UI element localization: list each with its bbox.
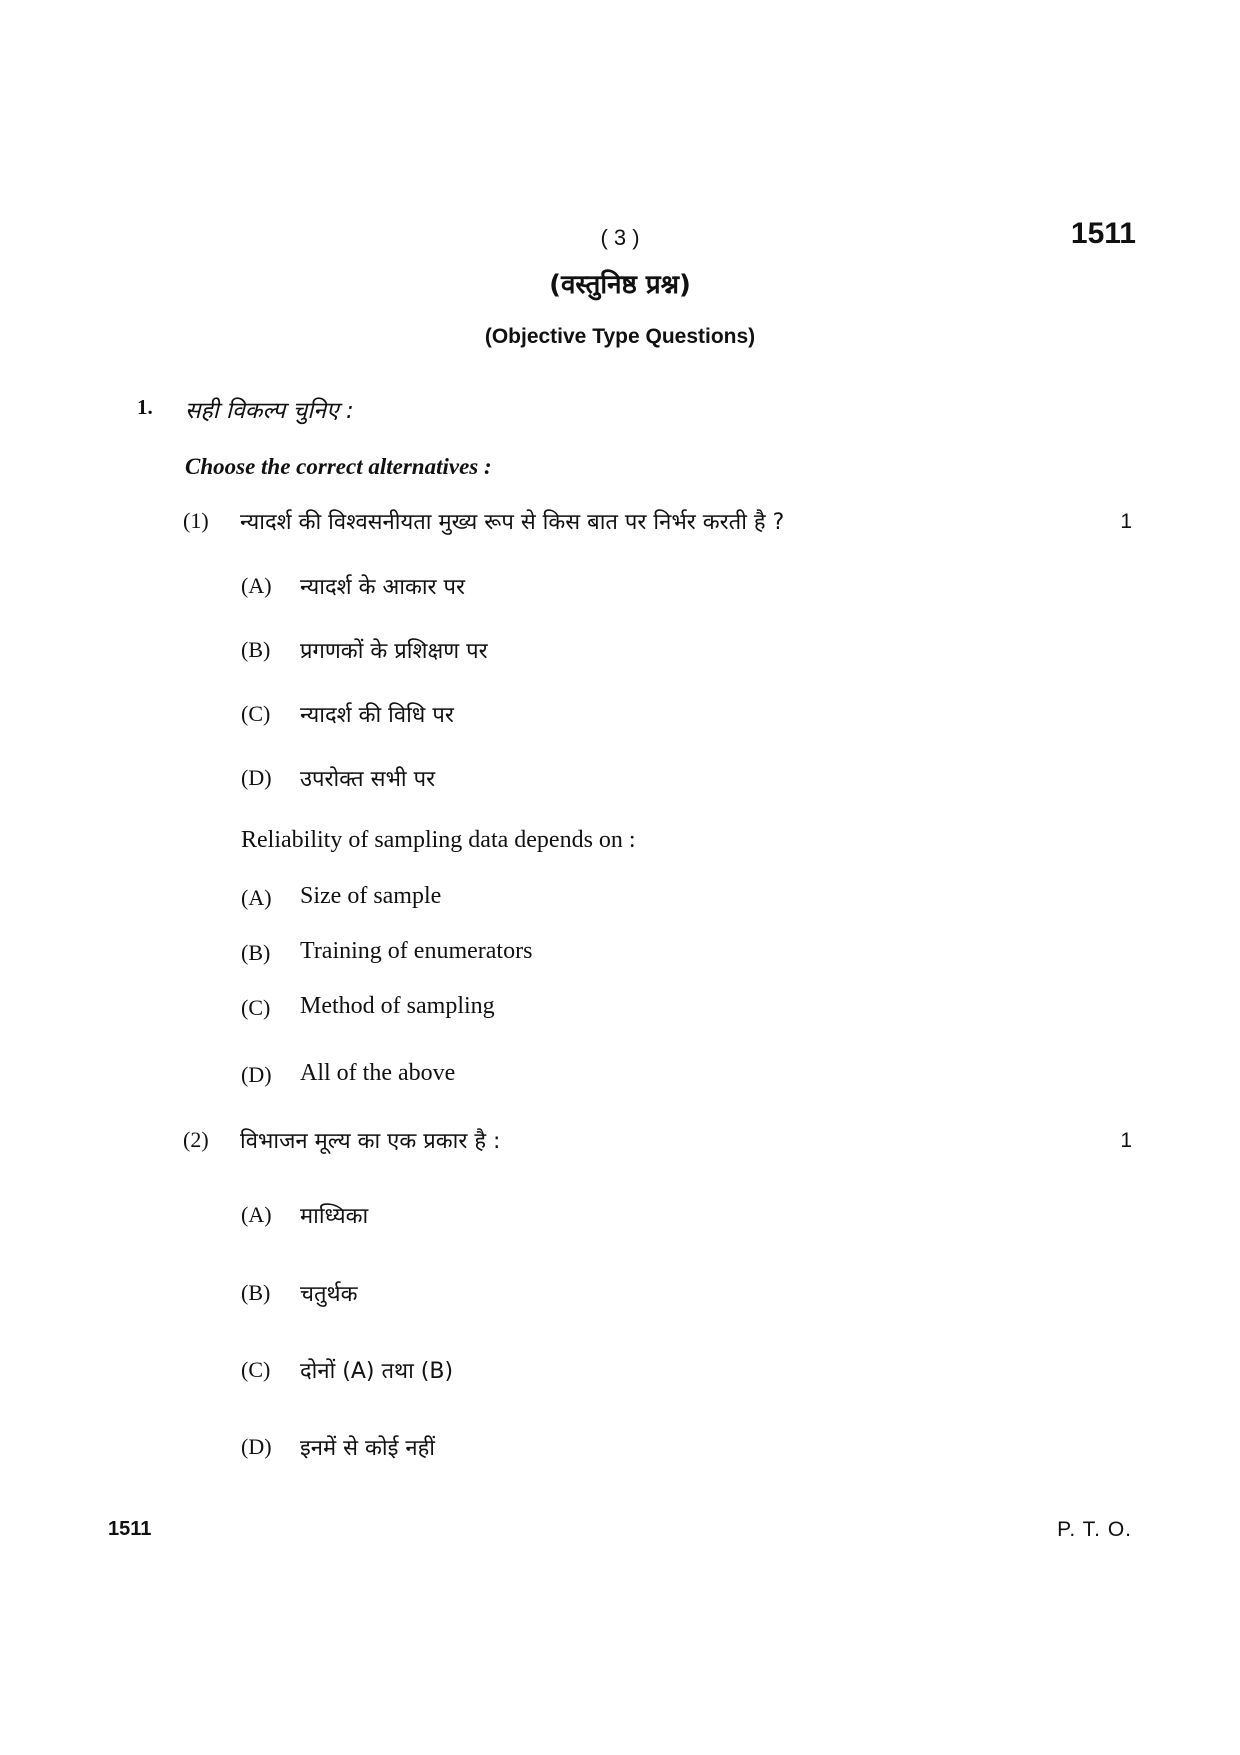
page-number: ( 3 ) [600, 225, 640, 250]
instruction-hindi: सही विकल्प चुनिए : [185, 398, 354, 424]
option-text-hindi: प्रगणकों के प्रशिक्षण पर [300, 639, 488, 664]
option-text-hindi: न्यादर्श की विधि पर [300, 703, 454, 728]
option-label: (B) [241, 1280, 271, 1305]
option-text-english: Size of sample [300, 883, 442, 909]
option-text-english: Training of enumerators [300, 938, 533, 964]
section-title-hindi: (वस्तुनिष्ठ प्रश्न) [549, 270, 691, 300]
question-text-hindi: न्यादर्श की विश्वसनीयता मुख्य रूप से किस बात पर निर्भर करती है ? [240, 510, 785, 535]
instruction-english: Choose the correct alternatives : [185, 454, 492, 479]
question-text-english: Reliability of sampling data depends on : [241, 827, 636, 853]
option-text-hindi: न्यादर्श के आकार पर [300, 575, 466, 600]
option-text-hindi: उपरोक्त सभी पर [300, 767, 436, 792]
section-title-english: (Objective Type Questions) [484, 325, 756, 348]
question-text-hindi: विभाजन मूल्य का एक प्रकार है : [240, 1129, 501, 1154]
option-label: (D) [241, 1062, 272, 1087]
option-text-hindi: दोनों (A) तथा (B) [300, 1359, 454, 1384]
paper-code: 1511 [1070, 217, 1136, 250]
option-label: (B) [241, 637, 271, 662]
option-label: (A) [241, 573, 272, 598]
option-label: (D) [241, 765, 272, 790]
sub-question-number: (1) [183, 508, 209, 533]
option-label: (C) [241, 1357, 271, 1382]
footer-paper-code: 1511 [108, 1518, 152, 1540]
option-label: (B) [241, 940, 271, 965]
option-label: (A) [241, 1202, 272, 1227]
option-text-english: Method of sampling [300, 993, 495, 1019]
marks: 1 [1120, 510, 1132, 533]
option-text-hindi: इनमें से कोई नहीं [300, 1436, 436, 1461]
option-label: (D) [241, 1434, 272, 1459]
marks: 1 [1120, 1129, 1132, 1152]
option-text-hindi: चतुर्थक [300, 1282, 358, 1307]
question-number: 1. [137, 395, 153, 419]
option-label: (A) [241, 885, 272, 910]
please-turn-over: P. T. O. [1057, 1518, 1132, 1541]
option-label: (C) [241, 995, 271, 1020]
option-label: (C) [241, 701, 271, 726]
option-text-hindi: माध्यिका [300, 1204, 369, 1229]
sub-question-number: (2) [183, 1127, 209, 1152]
option-text-english: All of the above [300, 1060, 456, 1086]
